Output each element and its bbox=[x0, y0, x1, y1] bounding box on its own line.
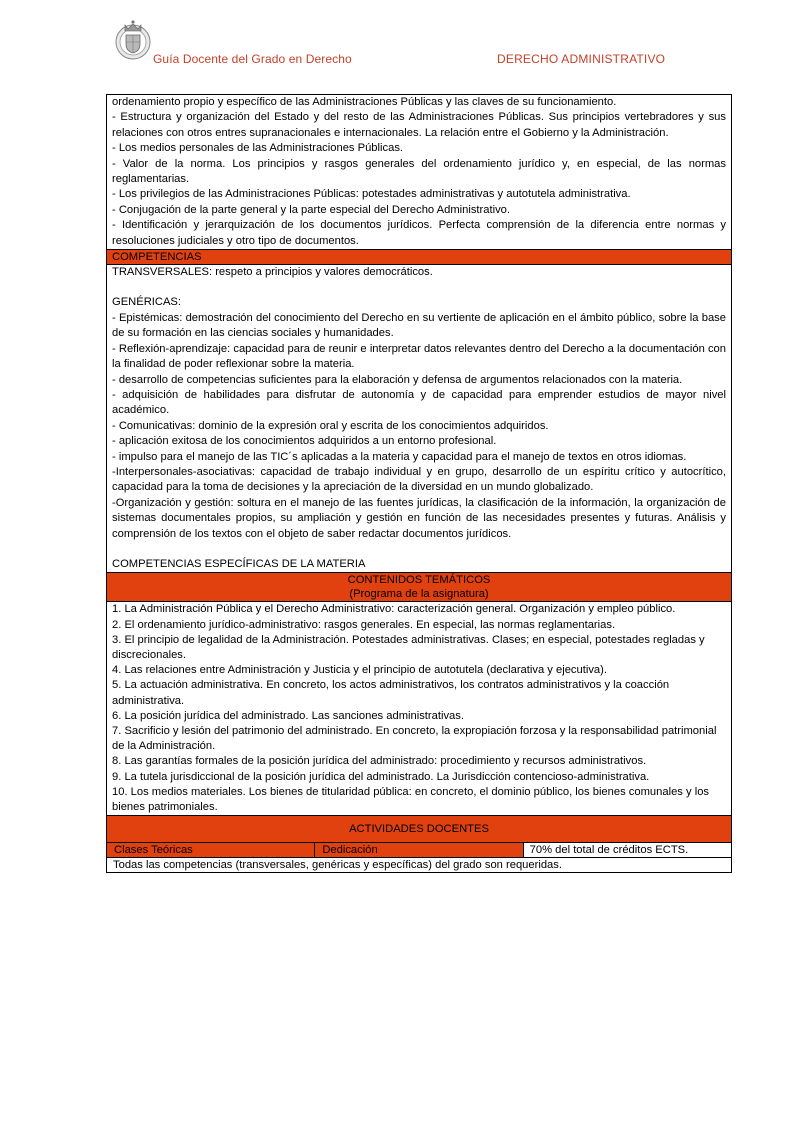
generica-item: - impulso para el manejo de las TIC´s aplicadas a la materia y capacidad para el manejo de textos en otros idiomas. bbox=[112, 450, 687, 463]
objective-item: ordenamiento propio y específico de las Administraciones Públicas y las claves de su funcionamiento. bbox=[112, 96, 617, 108]
actividades-table bbox=[106, 816, 732, 873]
dedicacion-value: 70% del total de créditos ECTS. bbox=[523, 843, 731, 858]
university-seal-logo bbox=[111, 16, 155, 64]
actividades-note: Todas las competencias (transversales, genéricas y específicas) del grado son requeridas. bbox=[107, 858, 732, 873]
generica-item: -Interpersonales-asociativas: capacidad de trabajo individual y en grupo, desarrollo de un espíritu crítico y autocrítico, capacidad para la toma de decisiones y la apreciación de la diversidad en un mundo globalizado. bbox=[112, 465, 726, 494]
generica-item: - Epistémicas: demostración del conocimiento del Derecho en su vertiente de aplicación en el ámbito público, sobre la base de su formación en las ciencias sociales y humanidades. bbox=[112, 311, 726, 340]
generica-item: - adquisición de habilidades para disfrutar de autonomía y de capacidad para emprender estudios de mayor nivel académico. bbox=[112, 388, 726, 417]
generica-item: -Organización y gestión: soltura en el manejo de las fuentes jurídicas, la clasificación de la información, la organización de sistemas documentales propios, su ampliación y gestión en función de las necesidades presentes y futuras. Análisis y comprensión de los textos con el objeto de saber redactar documentos jurídicos. bbox=[112, 496, 726, 540]
competencias-cell bbox=[107, 265, 732, 573]
contenidos-subtitle: (Programa de la asignatura) bbox=[349, 588, 489, 601]
clases-teoricas-label: Clases Teóricas bbox=[107, 843, 315, 858]
contenido-item: 10. Los medios materiales. Los bienes de titularidad pública: en concreto, el dominio público, los bienes comunales y los bienes patrimoniales. bbox=[112, 785, 710, 814]
competencias-heading: COMPETENCIAS bbox=[107, 250, 732, 265]
header-guide-title: Guía Docente del Grado en Derecho bbox=[153, 52, 352, 66]
contenido-item: 9. La tutela jurisdiccional de la posición jurídica del administrado. La Jurisdicción contencioso-administrativa. bbox=[112, 770, 650, 783]
contenido-item: 7. Sacrificio y lesión del patrimonio del administrado. En concreto, la expropiación forzosa y la responsabilidad patrimonial de la Administración. bbox=[112, 725, 717, 753]
contenido-item: 1. La Administración Pública y el Derecho Administrativo: caracterización general. Organización y empleo público. bbox=[112, 603, 676, 616]
generica-item: - desarrollo de competencias suficientes para la elaboración y defensa de argumentos relacionados con la materia. bbox=[112, 373, 683, 386]
actividades-heading: ACTIVIDADES DOCENTES bbox=[107, 816, 732, 843]
objective-item: - Los privilegios de las Administraciones Públicas: potestades administrativas y autotutela administrativa. bbox=[112, 188, 631, 201]
contenidos-cell bbox=[107, 602, 732, 816]
contenido-item: 2. El ordenamiento jurídico-administrativo: rasgos generales. En especial, las normas reglamentarias. bbox=[112, 618, 616, 631]
objective-item: - Identificación y jerarquización de los documentos jurídicos. Perfecta comprensión de la diferencia entre normas y resoluciones judiciales y otro tipo de documentos. bbox=[112, 219, 726, 247]
especificas-heading: COMPETENCIAS ESPECÍFICAS DE LA MATERIA bbox=[112, 557, 366, 570]
course-guide-table bbox=[106, 94, 732, 873]
header-subject-title: DERECHO ADMINISTRATIVO bbox=[497, 52, 666, 66]
generica-item: - Comunicativas: dominio de la expresión oral y escrita de los conocimientos adquiridos. bbox=[112, 419, 549, 432]
transversales-text: TRANSVERSALES: respeto a principios y valores democráticos. bbox=[112, 266, 433, 279]
objective-item: - Los medios personales de las Administraciones Públicas. bbox=[112, 142, 404, 155]
contenidos-heading bbox=[107, 573, 732, 602]
objective-item: - Valor de la norma. Los principios y rasgos generales del ordenamiento jurídico y, en especial, de las normas reglamentarias. bbox=[112, 157, 726, 186]
objective-item: - Estructura y organización del Estado y del resto de las Administraciones Públicas. Sus principios vertebradores y sus relaciones con otros entres supranacionales e internacionales. La relación entre el Gobierno y la Administración. bbox=[112, 111, 726, 139]
contenido-item: 3. El principio de legalidad de la Administración. Potestades administrativas. Clases; en especial, potestades regladas y discrecionales. bbox=[112, 633, 705, 661]
generica-item: - Reflexión-aprendizaje: capacidad para de reunir e interpretar datos relevantes dentro del Derecho a la documentación con la finalidad de poder reflexionar sobre la materia. bbox=[112, 342, 726, 371]
contenido-item: 6. La posición jurídica del administrado. Las sanciones administrativas. bbox=[112, 709, 464, 722]
contenido-item: 5. La actuación administrativa. En concreto, los actos administrativos, los contratos administrativos y la coacción administrativa. bbox=[112, 679, 670, 707]
objectives-cell bbox=[107, 95, 732, 250]
contenidos-title: CONTENIDOS TEMÁTICOS bbox=[347, 574, 491, 587]
contenido-item: 8. Las garantías formales de la posición jurídica del administrado: procedimiento y recursos administrativos. bbox=[112, 755, 647, 768]
objective-item: - Conjugación de la parte general y la parte especial del Derecho Administrativo. bbox=[112, 203, 511, 216]
generica-item: - aplicación exitosa de los conocimientos adquiridos a un entorno profesional. bbox=[112, 435, 497, 448]
genericas-heading: GENÉRICAS: bbox=[112, 296, 182, 309]
dedicacion-label: Dedicación bbox=[315, 843, 523, 858]
contenido-item: 4. Las relaciones entre Administración y Justicia y el principio de autotutela (declarativa y ejecutiva). bbox=[112, 664, 607, 677]
